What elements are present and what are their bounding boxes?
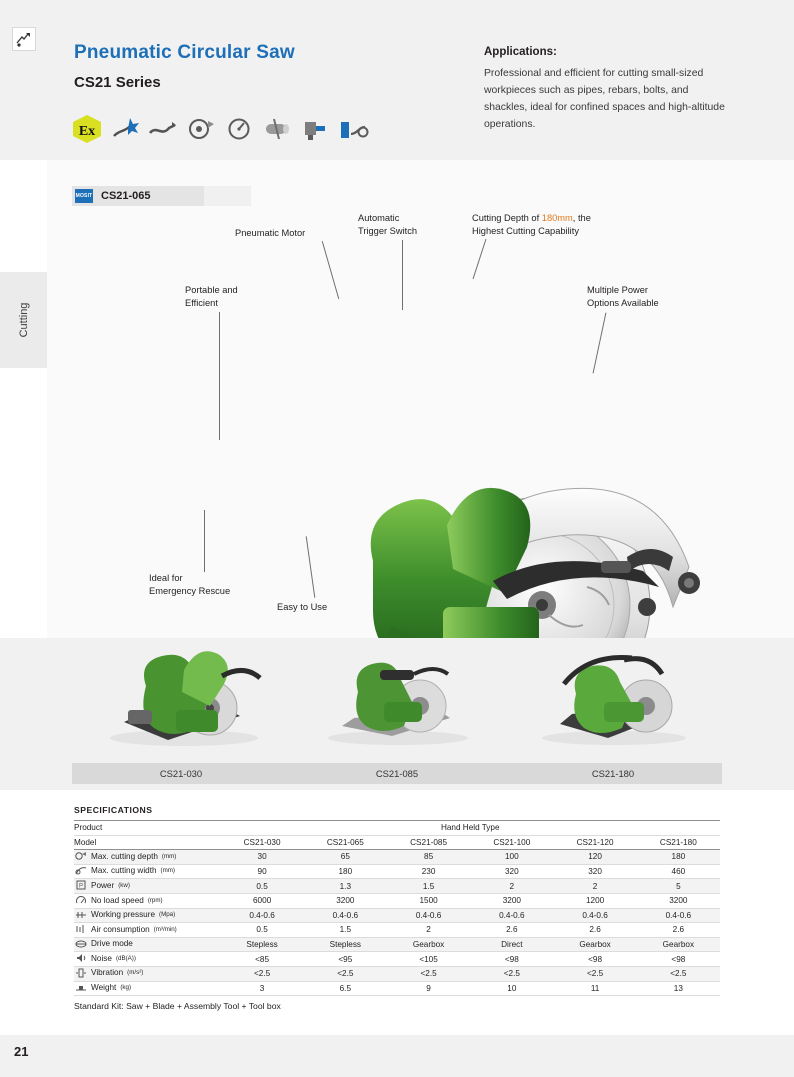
model-tab-cs21-065[interactable] bbox=[72, 186, 204, 206]
spec-value: 100 bbox=[470, 850, 553, 865]
spec-unit: (m/s²) bbox=[127, 969, 144, 977]
callout-highlight: 180mm bbox=[541, 213, 573, 223]
spec-value: 3 bbox=[220, 981, 303, 996]
table-row bbox=[74, 966, 720, 981]
callout-text: Portable and bbox=[185, 285, 238, 295]
model-header-2: CS21-085 bbox=[387, 835, 470, 850]
callout-text-line2: Highest Cutting Capability bbox=[472, 225, 579, 236]
table-row bbox=[74, 850, 720, 865]
spec-label: Max. cutting width bbox=[91, 866, 157, 876]
callout-power-options bbox=[587, 284, 711, 310]
variant-card-2[interactable] bbox=[504, 644, 722, 784]
spec-value: 9 bbox=[387, 981, 470, 996]
spec-value: Stepless bbox=[220, 937, 303, 952]
table-row bbox=[74, 908, 720, 923]
callout-leader-line bbox=[322, 241, 339, 299]
spec-value: Stepless bbox=[304, 937, 387, 952]
spec-value: 2 bbox=[387, 923, 470, 938]
spec-unit: (dB(A)) bbox=[115, 954, 136, 962]
spec-value: 0.5 bbox=[220, 879, 303, 894]
spec-value: <2.5 bbox=[470, 966, 553, 981]
spec-value: 3200 bbox=[304, 893, 387, 908]
spec-label: Vibration bbox=[91, 968, 124, 978]
spec-unit: (kg) bbox=[120, 984, 131, 992]
spec-value: 230 bbox=[387, 864, 470, 879]
air-motor-icon bbox=[298, 112, 332, 146]
product-showcase bbox=[47, 160, 794, 638]
gauge-icon bbox=[222, 112, 256, 146]
specifications-title: SPECIFICATIONS bbox=[74, 805, 153, 815]
spec-value: 30 bbox=[220, 850, 303, 865]
callout-trigger-switch bbox=[358, 212, 462, 238]
spec-value: 1500 bbox=[387, 893, 470, 908]
spec-value: <2.5 bbox=[637, 966, 720, 981]
sidebar-tab-label: Cutting bbox=[17, 302, 30, 338]
spec-value: 90 bbox=[220, 864, 303, 879]
spec-value: Gearbox bbox=[637, 937, 720, 952]
model-header-4: CS21-120 bbox=[553, 835, 636, 850]
spec-value: 1.5 bbox=[304, 923, 387, 938]
applications-title: Applications: bbox=[484, 46, 557, 58]
spec-value: 180 bbox=[304, 864, 387, 879]
applications-text: Professional and efficient for cutting small-sized workpieces such as pipes, rebars, bolts, and shackles, ideal for confined spaces and high-altitude operations. bbox=[484, 68, 725, 130]
spec-value: <98 bbox=[637, 952, 720, 967]
spark-free-icon bbox=[108, 112, 142, 146]
spec-value: 0.4-0.6 bbox=[470, 908, 553, 923]
feature-icon-row bbox=[70, 112, 370, 146]
cutting-width-icon bbox=[74, 865, 87, 876]
spec-value: 0.4-0.6 bbox=[637, 908, 720, 923]
anti-static-icon bbox=[146, 112, 180, 146]
spec-value: 120 bbox=[553, 850, 636, 865]
spec-value: 1.3 bbox=[304, 879, 387, 894]
callout-text: Easy to Use bbox=[277, 602, 328, 612]
spec-value: 180 bbox=[637, 850, 720, 865]
page-title: Pneumatic Circular Saw bbox=[74, 42, 295, 63]
table-row bbox=[74, 981, 720, 996]
spec-value: 3200 bbox=[637, 893, 720, 908]
model-tab-label: CS21-065 bbox=[101, 190, 151, 202]
spec-value: 85 bbox=[387, 850, 470, 865]
callout-text-line2: Emergency Rescue bbox=[149, 585, 231, 596]
circular-saw-photo bbox=[72, 644, 290, 756]
speed-icon bbox=[74, 895, 87, 906]
noise-icon bbox=[74, 953, 87, 964]
table-row bbox=[74, 864, 720, 879]
company-logo-icon bbox=[12, 27, 36, 51]
callout-leader-line bbox=[402, 240, 403, 310]
spec-value: <85 bbox=[220, 952, 303, 967]
sidebar-tab-cutting[interactable] bbox=[0, 272, 47, 368]
spec-label: Power bbox=[91, 880, 115, 890]
callout-text-line1 bbox=[472, 212, 648, 225]
table-row bbox=[74, 893, 720, 908]
table-row bbox=[74, 952, 720, 967]
spec-unit: (Mpa) bbox=[159, 911, 176, 919]
table-row bbox=[74, 879, 720, 894]
variant-caption: CS21-030 bbox=[72, 763, 290, 784]
spec-value: 65 bbox=[304, 850, 387, 865]
spec-value: 2 bbox=[470, 879, 553, 894]
spec-label: Weight bbox=[91, 983, 117, 993]
spec-unit: (rpm) bbox=[147, 896, 163, 904]
page-number: 21 bbox=[14, 1044, 29, 1059]
spec-value: 2.6 bbox=[470, 923, 553, 938]
model-header-3: CS21-100 bbox=[470, 835, 553, 850]
spec-value: <105 bbox=[387, 952, 470, 967]
callout-text: Ideal for bbox=[149, 573, 183, 583]
specifications-table bbox=[74, 820, 720, 996]
spec-value: <98 bbox=[553, 952, 636, 967]
spec-value: 0.5 bbox=[220, 923, 303, 938]
vibration-icon bbox=[74, 967, 87, 978]
power-icon bbox=[74, 880, 87, 891]
variant-caption: CS21-180 bbox=[504, 763, 722, 784]
variant-card-0[interactable] bbox=[72, 644, 290, 784]
spec-value: 13 bbox=[637, 981, 720, 996]
water-resistant-icon bbox=[336, 112, 370, 146]
spec-unit: (mm) bbox=[160, 867, 175, 875]
product-label: Product bbox=[74, 821, 220, 836]
spec-unit: (m³/min) bbox=[153, 925, 177, 933]
weight-icon bbox=[74, 982, 87, 993]
model-header-1: CS21-065 bbox=[304, 835, 387, 850]
callout-post: , the bbox=[572, 213, 591, 223]
spec-value: 6.5 bbox=[304, 981, 387, 996]
blade-guard-icon bbox=[184, 112, 218, 146]
atex-explosion-proof-icon bbox=[70, 112, 104, 146]
spec-value: 1200 bbox=[553, 893, 636, 908]
callout-pneumatic-motor bbox=[235, 227, 355, 240]
spec-value: 2.6 bbox=[553, 923, 636, 938]
model-label: Model bbox=[74, 835, 220, 850]
spec-value: 2.6 bbox=[637, 923, 720, 938]
spec-value: 11 bbox=[553, 981, 636, 996]
callout-leader-line bbox=[593, 313, 607, 374]
spec-label: Max. cutting depth bbox=[91, 851, 158, 861]
header-band bbox=[0, 0, 794, 160]
spec-value: Gearbox bbox=[387, 937, 470, 952]
spec-value: 460 bbox=[637, 864, 720, 879]
spec-value: 1.5 bbox=[387, 879, 470, 894]
variant-thumbnail-strip bbox=[0, 638, 794, 790]
spec-label: Air consumption bbox=[91, 924, 150, 934]
spec-value: 320 bbox=[553, 864, 636, 879]
spec-value: 320 bbox=[470, 864, 553, 879]
spec-value: 6000 bbox=[220, 893, 303, 908]
spec-value: 0.4-0.6 bbox=[220, 908, 303, 923]
product-group-label: Hand Held Type bbox=[220, 821, 720, 836]
spec-value: <98 bbox=[470, 952, 553, 967]
callout-text: Automatic bbox=[358, 213, 400, 223]
spec-label: Drive mode bbox=[91, 939, 133, 949]
spec-value: <2.5 bbox=[553, 966, 636, 981]
callout-pre: Cutting Depth of bbox=[472, 213, 542, 223]
callout-text: Pneumatic Motor bbox=[235, 228, 306, 238]
variant-caption: CS21-085 bbox=[288, 763, 506, 784]
svg-text:P: P bbox=[78, 883, 83, 890]
model-header-5: CS21-180 bbox=[637, 835, 720, 850]
spec-value: Direct bbox=[470, 937, 553, 952]
spec-value: <2.5 bbox=[387, 966, 470, 981]
air-consumption-icon bbox=[74, 924, 87, 935]
spec-label: Noise bbox=[91, 953, 112, 963]
table-row bbox=[74, 923, 720, 938]
table-row-product bbox=[74, 821, 720, 836]
page-subtitle: CS21 Series bbox=[74, 74, 161, 91]
callout-text: Multiple Power bbox=[587, 285, 648, 295]
callout-text-line2: Options Available bbox=[587, 297, 659, 308]
callout-cutting-depth bbox=[472, 212, 648, 238]
callout-text-line2: Efficient bbox=[185, 297, 218, 308]
callout-leader-line bbox=[473, 239, 487, 279]
spec-value: <2.5 bbox=[304, 966, 387, 981]
variant-card-1[interactable] bbox=[288, 644, 506, 784]
spec-value: 10 bbox=[470, 981, 553, 996]
callout-portable-efficient bbox=[185, 284, 281, 310]
table-row-model bbox=[74, 835, 720, 850]
model-header-0: CS21-030 bbox=[220, 835, 303, 850]
spec-label: No load speed bbox=[91, 895, 144, 905]
circular-saw-photo bbox=[288, 644, 506, 756]
standard-kit-note: Standard Kit: Saw + Blade + Assembly Tool + Tool box bbox=[74, 1001, 281, 1011]
spec-value: 3200 bbox=[470, 893, 553, 908]
svg-text:Ex: Ex bbox=[78, 124, 96, 139]
spec-label: Working pressure bbox=[91, 910, 156, 920]
table-row bbox=[74, 937, 720, 952]
spec-value: <2.5 bbox=[220, 966, 303, 981]
spec-value: 0.4-0.6 bbox=[387, 908, 470, 923]
spec-value: 5 bbox=[637, 879, 720, 894]
spec-unit: (kw) bbox=[118, 881, 130, 889]
footer-band bbox=[0, 1035, 794, 1077]
callout-text-line2: Trigger Switch bbox=[358, 225, 418, 236]
cutting-depth-icon bbox=[74, 851, 87, 862]
spec-value: <95 bbox=[304, 952, 387, 967]
model-tab-shadow bbox=[204, 186, 251, 206]
spec-value: 0.4-0.6 bbox=[304, 908, 387, 923]
drive-mode-icon bbox=[74, 938, 87, 949]
brand-badge: MOSIT bbox=[75, 189, 93, 203]
spec-unit: (mm) bbox=[161, 852, 177, 860]
pipe-cutting-icon bbox=[260, 112, 294, 146]
circular-saw-photo bbox=[504, 644, 722, 756]
spec-value: 0.4-0.6 bbox=[553, 908, 636, 923]
spec-value: 2 bbox=[553, 879, 636, 894]
pressure-icon bbox=[74, 909, 87, 920]
spec-value: Gearbox bbox=[553, 937, 636, 952]
